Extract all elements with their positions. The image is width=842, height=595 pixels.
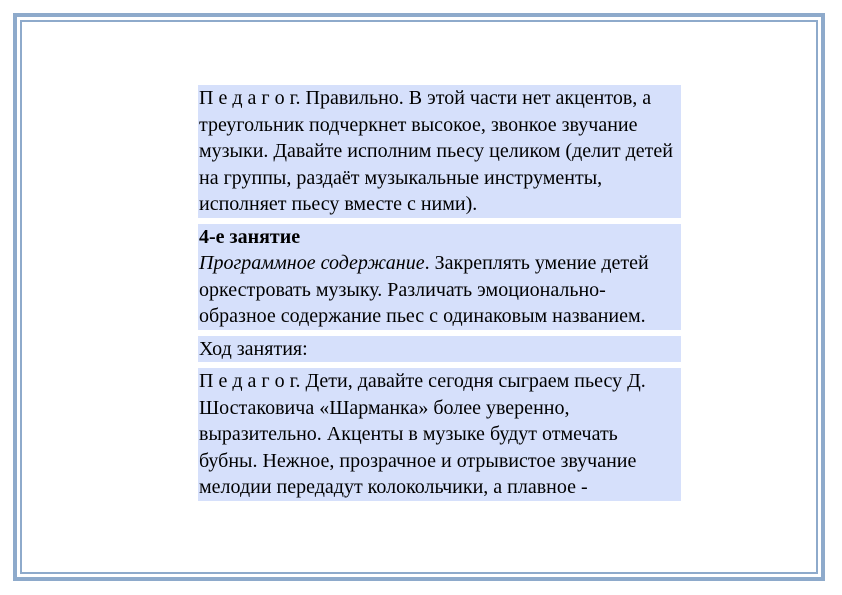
lesson-progress-label: Ход занятия: xyxy=(199,337,308,360)
paragraph-teacher-1 xyxy=(198,85,681,218)
speaker-label: П е д а г о г. xyxy=(199,87,301,109)
paragraph-text: . Закреплять умение детей оркестровать музыку. Различать эмоционально-образное содержание пьес с одинаковым названием. xyxy=(199,252,649,327)
text-box xyxy=(198,85,681,501)
lesson-heading: 4-е занятие xyxy=(199,225,301,248)
paragraph-lesson-progress xyxy=(198,336,681,363)
paragraph-text: Дети, давайте сегодня сыграем пьесу Д. Шостаковича «Шарманка» более уверенно, выразительно. Акценты в музыке будут отмечать бубны. Нежное, прозрачное и отрывистое звучание мелодии передадут колокольчики, а плавное - xyxy=(199,370,646,498)
paragraph-teacher-2 xyxy=(198,368,681,501)
paragraph-lesson-4 xyxy=(198,224,681,330)
paragraph-text: Правильно. В этой части нет акцентов, а треугольник подчеркнет высокое, звонкое звучание музыки. Давайте исполним пьесу целиком (делит детей на группы, раздаёт музыкальные инструменты, исполняет пьесу вместе с ними). xyxy=(199,87,673,215)
speaker-label: П е д а г о г. xyxy=(199,370,301,392)
program-content-label: Программное содержание xyxy=(199,252,425,274)
